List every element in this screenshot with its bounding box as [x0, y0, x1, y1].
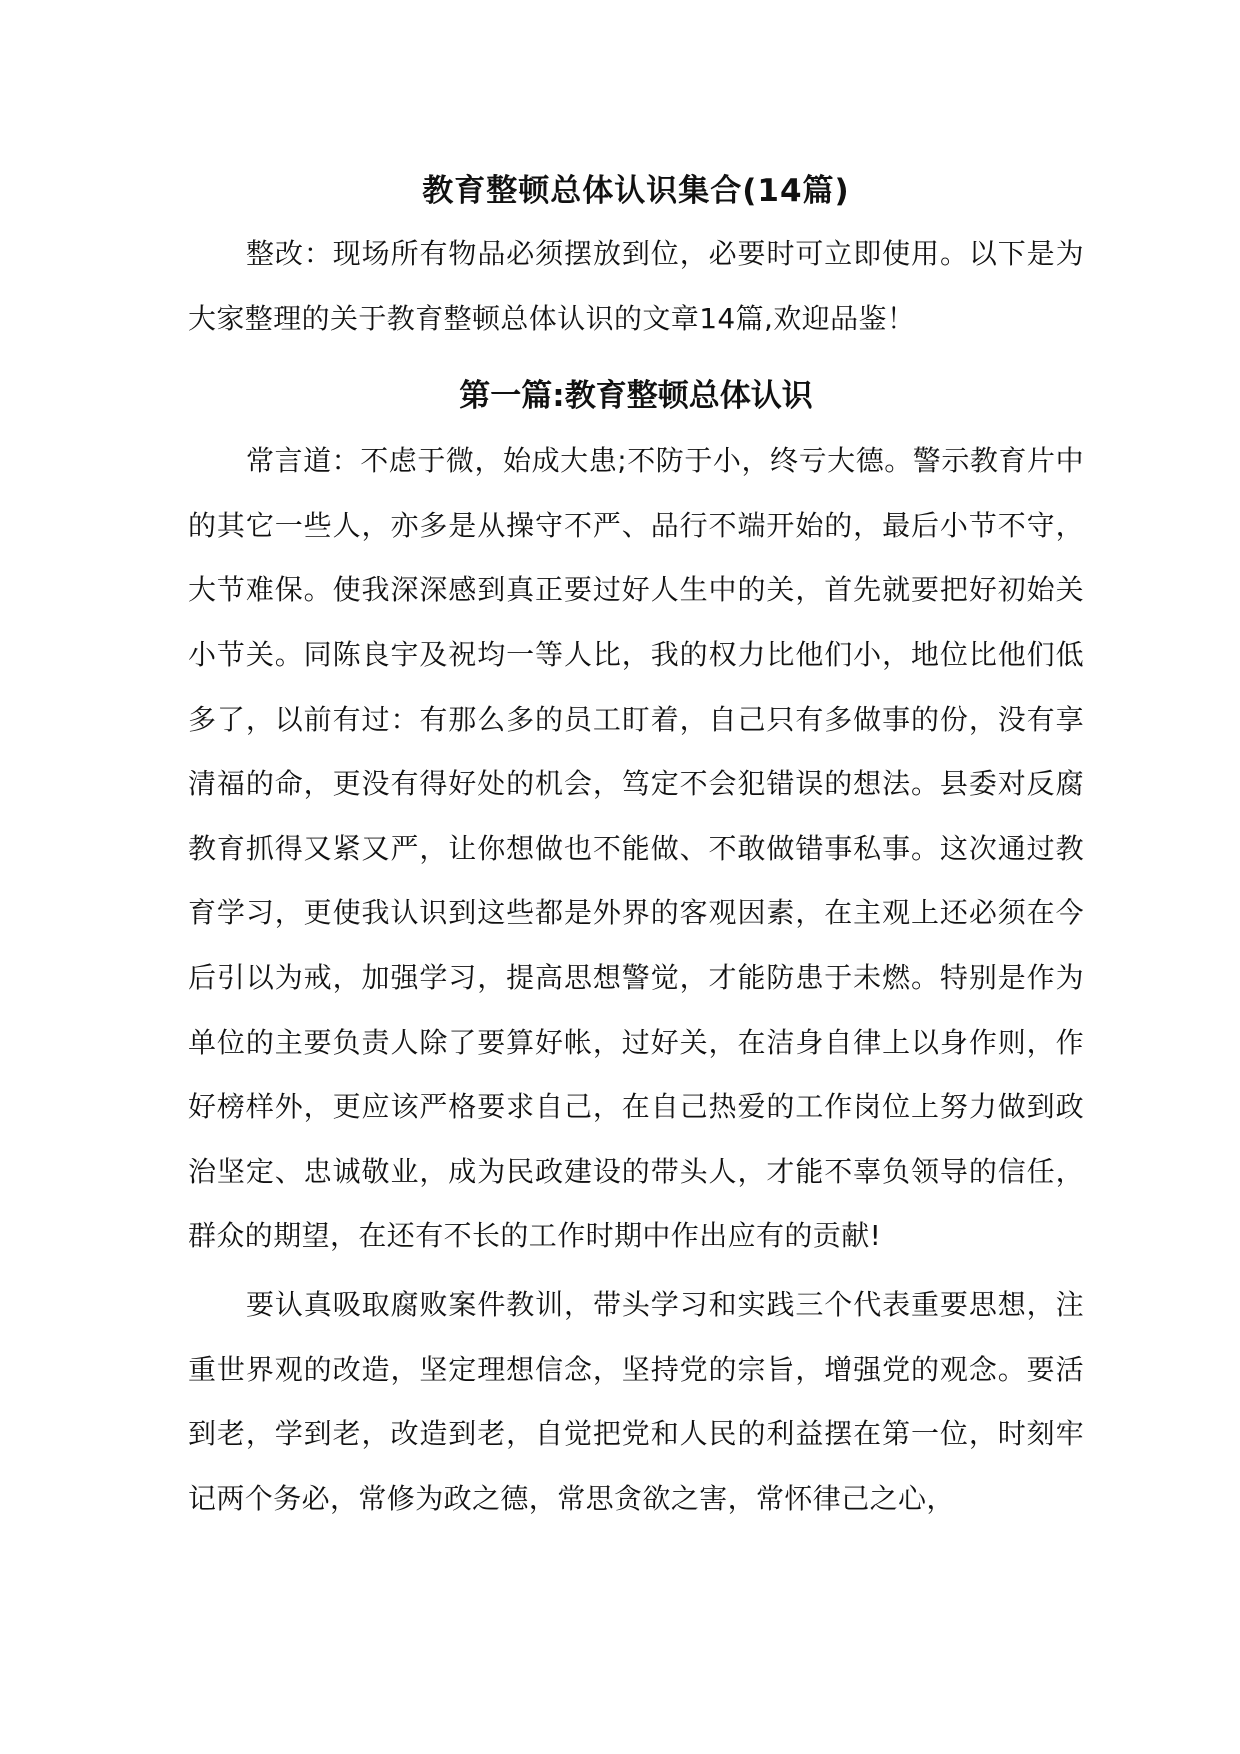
document-title: 教育整顿总体认识集合(14篇)	[422, 173, 850, 209]
section-heading: 第一篇:教育整顿总体认识	[459, 378, 813, 415]
body-paragraph: 常言道：不虑于微，始成大患;不防于小，终亏大德。警示教育片中的其它一些人，亦多是从操守不严、品行不端开始的，最后小节不守，大节难保。使我深深感到真正要过好人生中的关，首先就要把好初始关小节关。同陈良宇及祝均一等人比，我的权力比他们小，地位比他们低多了，以前有过：有那么多的员工盯着，自己只有多做事的份，没有享清福的命，更没有得好处的机会，笃定不会犯错误的想法。县委对反腐教育抓得又紧又严，让你想做也不能做、不敢做错事私事。这次通过教育学习，更使我认识到这些都是外界的客观因素，在主观上还必须在今后引以为戒，加强学习，提高思想警觉，才能防患于未燃。特别是作为单位的主要负责人除了要算好帐，过好关，在洁身自律上以身作则，作好榜样外，更应该严格要求自己，在自己热爱的工作岗位上努力做到政治坚定、忠诚敬业，成为民政建设的带头人，才能不辜负领导的信任，群众的期望，在还有不长的工作时期中作出应有的贡献!	[188, 444, 1084, 1253]
document-page	[188, 170, 1084, 1531]
intro-paragraph: 整改：现场所有物品必须摆放到位，必要时可立即使用。以下是为大家整理的关于教育整顿总体认识的文章14篇,欢迎品鉴！	[188, 237, 1084, 335]
body-paragraph: 要认真吸取腐败案件教训，带头学习和实践三个代表重要思想，注重世界观的改造，坚定理想信念，坚持党的宗旨，增强党的观念。要活到老，学到老，改造到老，自觉把党和人民的利益摆在第一位，时刻牢记两个务必，常修为政之德，常思贪欲之害，常怀律己之心，	[188, 1287, 1084, 1515]
